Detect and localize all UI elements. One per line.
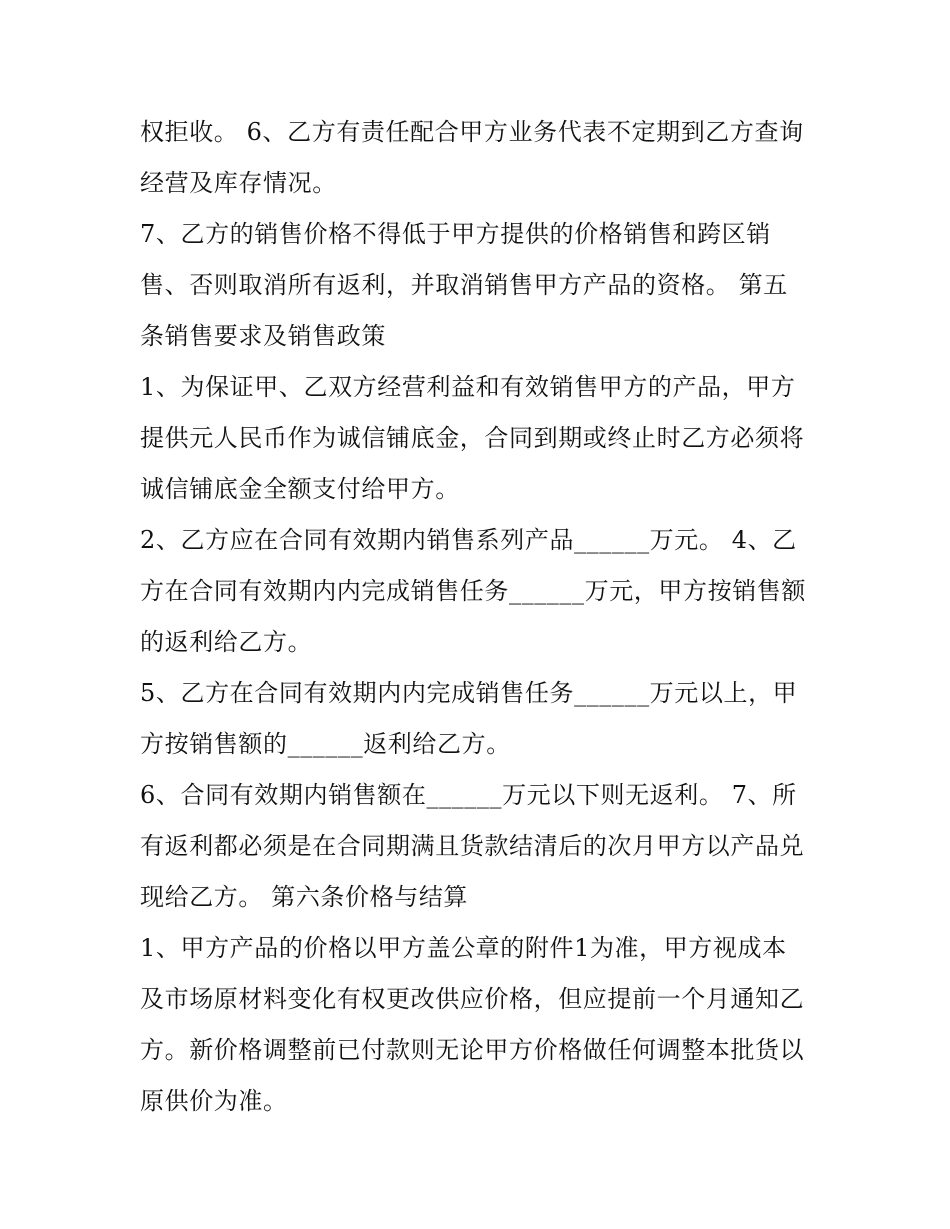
text-line: 7、乙方的销售价格不得低于甲方提供的价格销售和跨区销 [140, 220, 771, 248]
text-line: 条销售要求及销售政策 [140, 322, 386, 350]
text-line: 方。新价格调整前已付款则无论甲方价格做任何调整本批货以 [140, 1036, 805, 1064]
text-line: 的返利给乙方。 [140, 628, 313, 656]
text-line: 售、否则取消所有返利，并取消销售甲方产品的资格。 第五 [140, 271, 788, 299]
text-line: 5、乙方在合同有效期内内完成销售任务______万元以上，甲 [140, 679, 798, 707]
text-line: 提供元人民币作为诚信铺底金，合同到期或终止时乙方必须将 [140, 424, 805, 452]
text-line: 6、合同有效期内销售额在______万元以下则无返利。 7、所 [140, 781, 797, 809]
text-line: 1、为保证甲、乙双方经营利益和有效销售甲方的产品，甲方 [140, 373, 796, 401]
text-line: 诚信铺底金全额支付给甲方。 [140, 475, 460, 503]
text-line: 经营及库存情况。 [140, 169, 337, 197]
text-line: 方在合同有效期内内完成销售任务______万元，甲方按销售额 [140, 577, 806, 605]
text-line: 方按销售额的______返利给乙方。 [140, 730, 511, 758]
text-line: 及市场原材料变化有权更改供应价格，但应提前一个月通知乙 [140, 985, 805, 1013]
text-line: 权拒收。 6、乙方有责任配合甲方业务代表不定期到乙方查询 [140, 118, 804, 146]
text-line: 2、乙方应在合同有效期内销售系列产品______万元。 4、乙 [140, 526, 797, 554]
text-line: 1、甲方产品的价格以甲方盖公章的附件1为准，甲方视成本 [140, 934, 787, 962]
text-line: 原供价为准。 [140, 1087, 288, 1115]
text-line: 现给乙方。 第六条价格与结算 [140, 883, 469, 911]
text-line: 有返利都必须是在合同期满且货款结清后的次月甲方以产品兑 [140, 832, 805, 860]
contract-text-block [140, 107, 820, 1127]
